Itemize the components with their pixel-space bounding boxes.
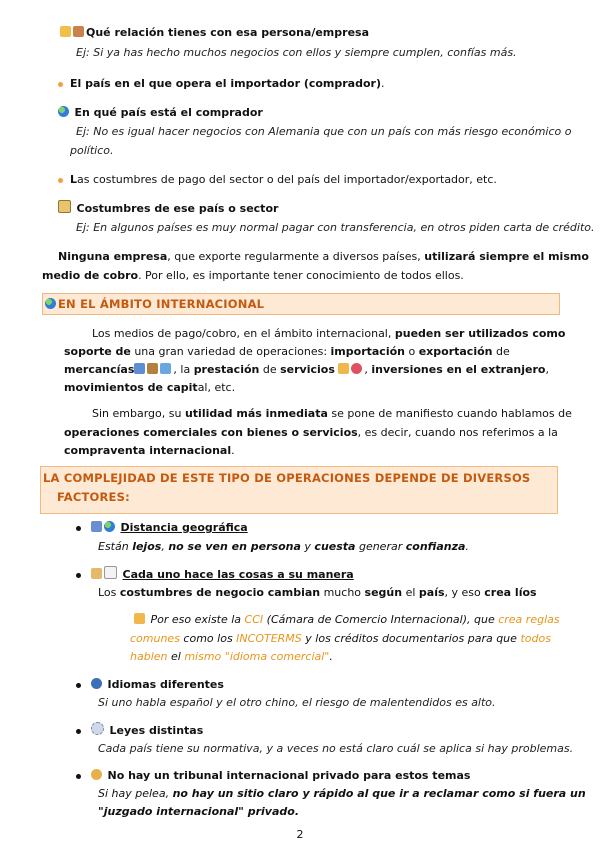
section-header-international — [42, 293, 560, 315]
building-icon — [73, 26, 84, 37]
picture-icon — [58, 200, 71, 213]
pointing-hand-icon — [134, 613, 145, 624]
paragraph-line: mercancías , la prestación de servicios , inversiones en el extranjero, — [64, 363, 549, 376]
factor-description: Cada país tiene su normativa, y a veces no está claro cuál se aplica si hay problemas. — [98, 742, 574, 755]
factor-laws — [76, 722, 203, 739]
package-icon — [147, 363, 158, 374]
handshake-icon — [60, 26, 71, 37]
paragraph-line: Ninguna empresa, que exporte regularmente a diversos países, utilizará siempre el mismo — [58, 250, 589, 263]
factor-description: Los costumbres de negocio cambian mucho según el país, y eso crea líos — [98, 586, 537, 599]
paragraph-line: operaciones comerciales con bienes o servicios, es decir, cuando nos referimos a la — [64, 426, 558, 439]
arrow-icon — [160, 363, 171, 374]
section-title: EN EL ÁMBITO INTERNACIONAL — [58, 297, 265, 311]
customs-heading — [58, 200, 278, 217]
factor-description: Están lejos, no se ven en persona y cuesta generar confianza. — [98, 540, 469, 553]
factor-description-cont: "juzgado internacional" privado. — [98, 805, 299, 818]
paragraph-line: compraventa internacional. — [64, 444, 235, 457]
arrows-icon — [91, 521, 102, 532]
cci-note-cont: hablen el mismo "idioma comercial". — [130, 650, 333, 663]
buyer-country-heading — [58, 104, 263, 121]
globe-icon — [45, 298, 56, 309]
bullet-dot — [58, 82, 63, 87]
hands-icon — [338, 363, 349, 374]
heading-text: En qué país está el comprador — [74, 106, 263, 119]
arrow-icon — [134, 363, 145, 374]
cci-note: Por eso existe la CCI (Cámara de Comercio Internacional), que crea reglas — [134, 611, 560, 628]
factor-tribunal — [76, 767, 470, 784]
section-title: LA COMPLEJIDAD DE ESTE TIPO DE OPERACIONES DEPENDE DE DIVERSOS — [43, 471, 531, 485]
scroll-icon — [91, 568, 102, 579]
section-title-cont: FACTORES: — [57, 490, 130, 504]
heading-text: Qué relación tienes con esa persona/empresa — [86, 26, 370, 39]
example-text: Ej: No es igual hacer negocios con Alemania que con un país con más riesgo económico o — [76, 125, 572, 138]
scales-icon — [91, 722, 104, 735]
pill-icon — [351, 363, 362, 374]
factor-description: Si hay pelea, no hay un sitio claro y rápido al que ir a reclamar como si fuera un — [98, 787, 586, 800]
paragraph-line: movimientos de capital, etc. — [64, 381, 236, 394]
section-header-complexity — [40, 466, 558, 514]
factor-distance — [76, 519, 248, 536]
factor-own-way — [76, 566, 354, 583]
example-text-cont: político. — [70, 144, 114, 157]
bullet-dot — [76, 573, 81, 578]
example-text: Ej: En algunos países es muy normal pagar con transferencia, en otros piden carta de crédito. — [76, 221, 595, 234]
factor-title: Leyes distintas — [109, 724, 204, 737]
globe-icon — [58, 106, 69, 117]
paragraph-line: soporte de una gran variedad de operaciones: importación o exportación de — [64, 345, 510, 358]
bullet-dot — [76, 729, 81, 734]
factor-title: Distancia geográfica — [120, 521, 248, 534]
bullet-dot — [76, 526, 81, 531]
factor-title: Idiomas diferentes — [107, 678, 224, 691]
bullet-text: El país en el que opera el importador (comprador) — [70, 77, 381, 90]
factor-description: Si uno habla español y el otro chino, el riesgo de malentendidos es alto. — [98, 696, 496, 709]
heading-text: Costumbres de ese país o sector — [76, 202, 279, 215]
bullet-dot — [76, 774, 81, 779]
bullet-dot — [76, 683, 81, 688]
example-text: Ej: Si ya has hecho muchos negocios con ellos y siempre cumplen, confías más. — [76, 46, 517, 59]
speaking-head-icon — [91, 678, 102, 689]
factor-title: Cada uno hace las cosas a su manera — [122, 568, 354, 581]
clipboard-icon — [104, 566, 117, 579]
relationship-heading — [60, 24, 369, 41]
page-number: 2 — [296, 828, 304, 841]
cci-note-cont: comunes como los INCOTERMS y los créditos documentarios para que todos — [130, 632, 551, 645]
payment-customs-bullet: Las costumbres de pago del sector o del país del importador/exportador, etc. — [58, 171, 497, 188]
bullet-dot — [58, 178, 63, 183]
globe-icon — [104, 521, 115, 532]
paragraph-line: medio de cobro. Por ello, es importante tener conocimiento de todos ellos. — [42, 269, 464, 282]
importer-country-bullet: El país en el que opera el importador (comprador). — [58, 75, 385, 92]
factor-title: No hay un tribunal internacional privado para estos temas — [107, 769, 471, 782]
judge-icon — [91, 769, 102, 780]
paragraph-line: Sin embargo, su utilidad más inmediata se pone de manifiesto cuando hablamos de — [92, 407, 572, 420]
paragraph-line: Los medios de pago/cobro, en el ámbito internacional, pueden ser utilizados como — [92, 327, 566, 340]
factor-languages — [76, 676, 224, 693]
